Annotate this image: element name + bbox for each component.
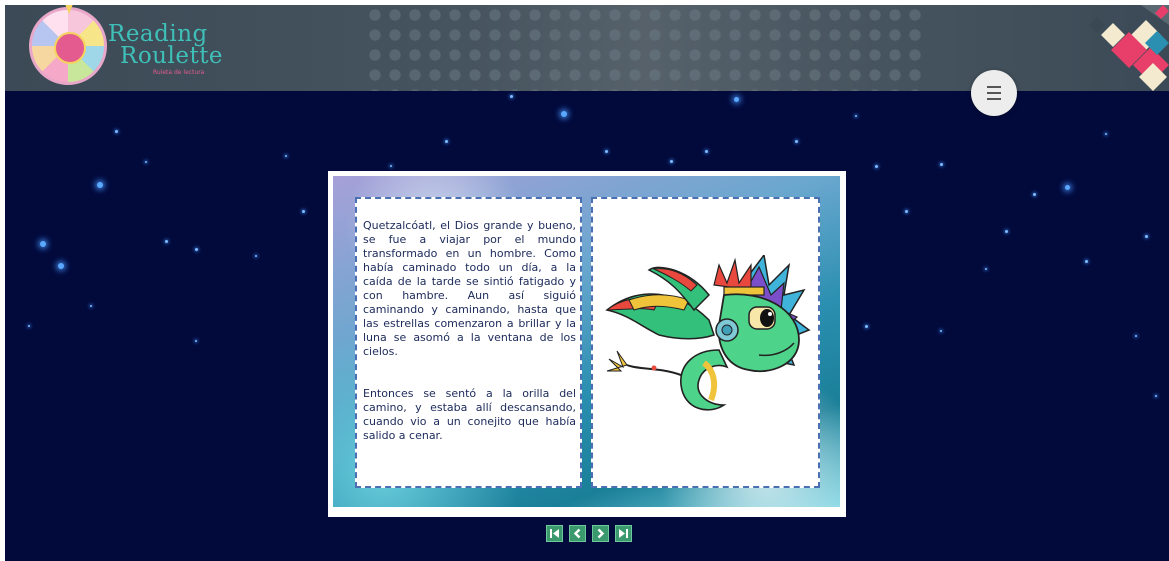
logo-title-line1: Reading [108, 21, 208, 47]
last-page-button[interactable] [615, 525, 632, 542]
story-text-page [355, 197, 582, 488]
corner-decoration-icon [1081, 5, 1169, 91]
hamburger-menu-icon [987, 84, 1001, 102]
roulette-logo-icon[interactable] [29, 7, 107, 85]
storybook [328, 171, 846, 517]
first-page-button[interactable] [546, 525, 563, 542]
story-illustration-page [591, 197, 820, 488]
last-page-icon [618, 528, 629, 539]
next-page-icon [595, 528, 606, 539]
previous-page-button[interactable] [569, 525, 586, 542]
first-page-icon [549, 528, 560, 539]
quetzalcoatl-illustration-icon [599, 255, 813, 435]
app-frame [5, 5, 1169, 561]
logo-title-line2: Roulette [120, 43, 224, 69]
header-dot-pattern [365, 5, 925, 91]
storybook-spread [333, 176, 840, 507]
next-page-button[interactable] [592, 525, 609, 542]
roulette-pin-icon [65, 5, 73, 14]
previous-page-icon [572, 528, 583, 539]
roulette-hub [54, 32, 86, 64]
logo-subtitle: Ruleta de lectura [153, 69, 205, 76]
story-paragraph-2: Entonces se sentó a la orilla del camino, y estaba allí descansando, cuando vio a un conejito que había salido a cenar. [363, 387, 576, 442]
story-paragraph-1: Quetzalcóatl, el Dios grande y bueno, se fue a viajar por el mundo transformado en un hombre. Como había caminado todo un día, a la caída de la tarde se sintió fatigado y con hambre. Aun así siguió caminando y caminando, hasta que las estrellas comenzaron a brillar y la luna se asomó a la ventana de los cielos. [363, 219, 576, 358]
page-navigation [546, 525, 632, 543]
menu-button[interactable] [971, 70, 1017, 116]
